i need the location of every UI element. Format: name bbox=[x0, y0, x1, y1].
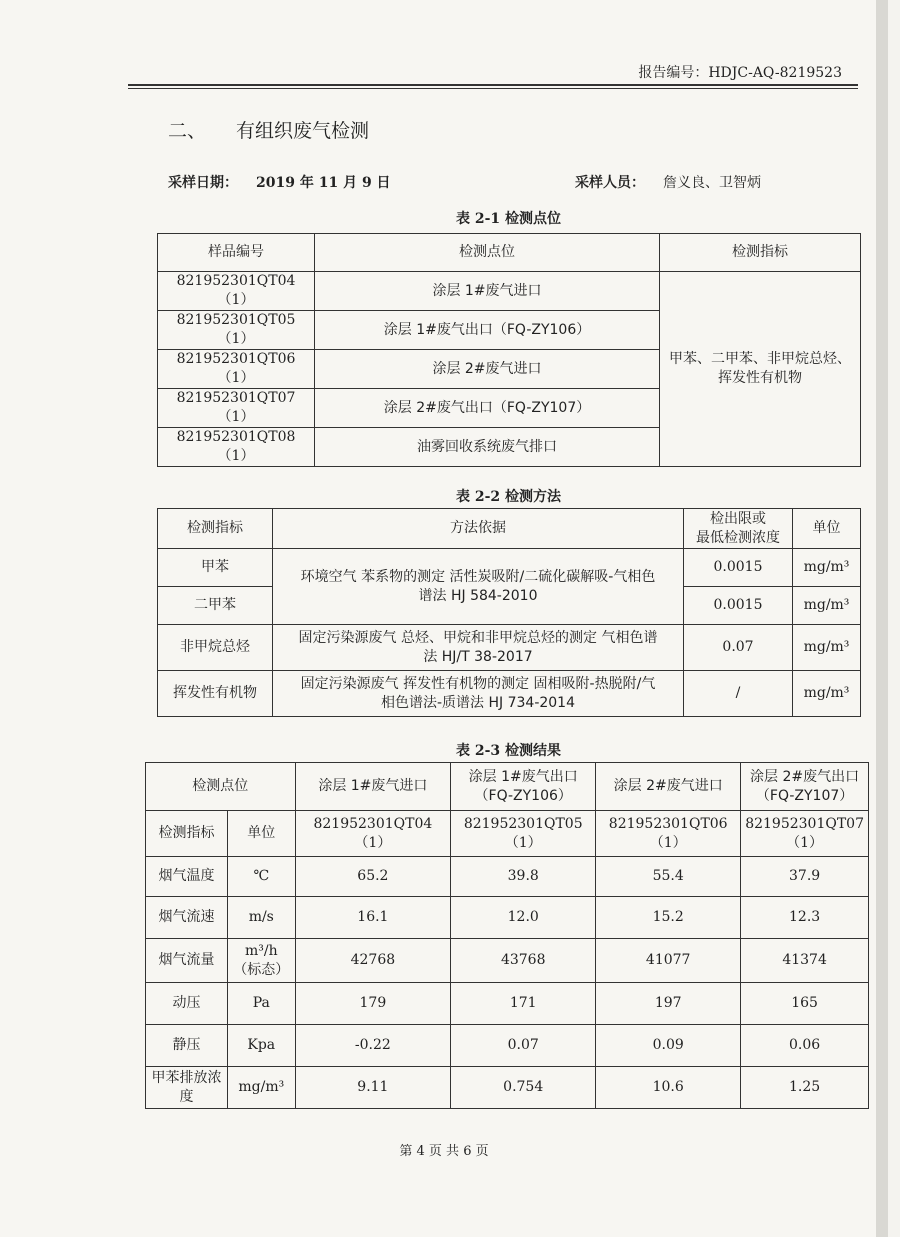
t3-unit-label: 单位 bbox=[228, 811, 296, 857]
t2-unit: mg/m³ bbox=[793, 549, 861, 587]
t2-header-limit-line: 最低检测浓度 bbox=[696, 529, 780, 546]
t1-header-point: 检测点位 bbox=[315, 234, 660, 272]
section-title bbox=[168, 116, 369, 143]
t2-method bbox=[273, 671, 684, 717]
t3-point-line: 涂层 2#废气进口 bbox=[613, 778, 723, 794]
t3-value: 165 bbox=[741, 983, 869, 1025]
t2-indicator: 甲苯 bbox=[158, 549, 273, 587]
table-row bbox=[146, 897, 869, 939]
t3-value: -0.22 bbox=[295, 1025, 451, 1067]
t3-value: 0.754 bbox=[451, 1067, 596, 1109]
t3-value: 41374 bbox=[741, 939, 869, 983]
section-heading: 有组织废气检测 bbox=[236, 120, 370, 142]
sampling-people bbox=[575, 172, 761, 192]
t2-unit: mg/m³ bbox=[793, 625, 861, 671]
t3-id-line: （1） bbox=[786, 834, 824, 851]
t3-point bbox=[741, 763, 869, 811]
t1-sample-point: 涂层 2#废气出口（FQ-ZY107） bbox=[315, 389, 660, 428]
t3-point-label: 检测点位 bbox=[146, 763, 296, 811]
t3-sample-id bbox=[451, 811, 596, 857]
table-methods bbox=[157, 508, 861, 717]
t3-unit-line: m³/h bbox=[244, 942, 278, 959]
table1-caption: 表 2-1 检测点位 bbox=[455, 211, 562, 227]
table-row bbox=[146, 857, 869, 897]
t3-value: 0.06 bbox=[741, 1025, 869, 1067]
t3-unit-line: （标态） bbox=[233, 961, 290, 978]
t3-unit-line: ℃ bbox=[253, 868, 270, 884]
t2-header-unit: 单位 bbox=[793, 509, 861, 549]
t3-point bbox=[596, 763, 741, 811]
t3-point-line: 涂层 1#废气进口 bbox=[318, 778, 428, 794]
people-value: 詹义良、卫智炳 bbox=[663, 175, 761, 191]
t3-value: 39.8 bbox=[451, 857, 596, 897]
t3-unit bbox=[228, 939, 296, 983]
table-row bbox=[146, 983, 869, 1025]
t2-unit: mg/m³ bbox=[793, 587, 861, 625]
t2-header-limit-line: 检出限或 bbox=[710, 510, 766, 527]
date-label: 采样日期： bbox=[168, 175, 238, 191]
t2-indicator: 非甲烷总烃 bbox=[158, 625, 273, 671]
t3-id-line: （1） bbox=[504, 834, 542, 851]
t3-sample-id bbox=[741, 811, 869, 857]
header-rule-thin bbox=[128, 88, 858, 89]
t3-unit bbox=[228, 897, 296, 939]
t2-method-line: 相色谱法-质谱法 HJ 734-2014 bbox=[380, 694, 575, 711]
t1-sample-point: 涂层 1#废气出口（FQ-ZY106） bbox=[315, 311, 660, 350]
t3-point-line: （FQ-ZY106） bbox=[474, 787, 572, 804]
table-sampling-points bbox=[157, 233, 861, 467]
table-row bbox=[146, 939, 869, 983]
t2-indicator: 二甲苯 bbox=[158, 587, 273, 625]
t2-unit: mg/m³ bbox=[793, 671, 861, 717]
t2-header-method: 方法依据 bbox=[273, 509, 684, 549]
t2-header-indicator: 检测指标 bbox=[158, 509, 273, 549]
t1-sample-id: 821952301QT08（1） bbox=[158, 428, 315, 467]
t3-point bbox=[451, 763, 596, 811]
t3-unit bbox=[228, 1067, 296, 1109]
sampling-date bbox=[168, 172, 391, 192]
t3-value: 16.1 bbox=[295, 897, 451, 939]
t2-limit: / bbox=[684, 671, 793, 717]
t3-id-line: 821952301QT07 bbox=[745, 815, 864, 832]
t1-sample-id: 821952301QT05（1） bbox=[158, 311, 315, 350]
t3-value: 43768 bbox=[451, 939, 596, 983]
t3-unit-line: m/s bbox=[248, 909, 274, 925]
date-value: 2019 年 11 月 9 日 bbox=[256, 175, 391, 191]
table2-caption: 表 2-2 检测方法 bbox=[455, 489, 562, 505]
t3-id-line: 821952301QT04 bbox=[313, 815, 433, 832]
t1-sample-point: 涂层 2#废气进口 bbox=[315, 350, 660, 389]
t1-indicator-line: 甲苯、二甲苯、非甲烷总烃、 bbox=[669, 351, 851, 367]
t1-indicators bbox=[660, 272, 861, 467]
t3-point bbox=[295, 763, 451, 811]
t3-point-line: 涂层 2#废气出口 bbox=[750, 768, 860, 785]
t3-id-line: （1） bbox=[649, 834, 687, 851]
t3-indicator: 烟气流速 bbox=[146, 897, 228, 939]
t2-limit: 0.07 bbox=[684, 625, 793, 671]
t3-indicator: 静压 bbox=[146, 1025, 228, 1067]
t2-method-line: 法 HJ/T 38-2017 bbox=[423, 648, 533, 665]
t2-method-line: 环境空气 苯系物的测定 活性炭吸附/二硫化碳解吸-气相色 bbox=[300, 568, 656, 585]
t3-indicator: 甲苯排放浓度 bbox=[146, 1067, 228, 1109]
t3-indicator-label: 检测指标 bbox=[146, 811, 228, 857]
t3-value: 15.2 bbox=[596, 897, 741, 939]
t2-method bbox=[273, 625, 684, 671]
t3-body bbox=[146, 857, 869, 1109]
t3-value: 37.9 bbox=[741, 857, 869, 897]
table-row bbox=[146, 1025, 869, 1067]
t2-indicator: 挥发性有机物 bbox=[158, 671, 273, 717]
report-number: 报告编号：HDJC-AQ-8219523 bbox=[638, 65, 842, 81]
t3-value: 1.25 bbox=[741, 1067, 869, 1109]
t3-indicator: 动压 bbox=[146, 983, 228, 1025]
t3-value: 10.6 bbox=[596, 1067, 741, 1109]
t3-unit bbox=[228, 1025, 296, 1067]
t3-point-line: （FQ-ZY107） bbox=[755, 787, 854, 804]
t1-sample-point: 油雾回收系统废气排口 bbox=[315, 428, 660, 467]
t3-unit-line: mg/m³ bbox=[238, 1079, 285, 1095]
t1-sample-id: 821952301QT04（1） bbox=[158, 272, 315, 311]
t3-value: 12.3 bbox=[741, 897, 869, 939]
t3-id-line: （1） bbox=[354, 834, 392, 851]
table-results bbox=[145, 762, 869, 1109]
t2-method-line: 谱法 HJ 584-2010 bbox=[418, 587, 538, 604]
people-label: 采样人员： bbox=[575, 175, 645, 191]
t3-value: 65.2 bbox=[295, 857, 451, 897]
t3-indicator: 烟气温度 bbox=[146, 857, 228, 897]
t1-indicator-line: 挥发性有机物 bbox=[718, 370, 802, 386]
t1-sample-id: 821952301QT07（1） bbox=[158, 389, 315, 428]
t3-unit-line: Kpa bbox=[247, 1037, 276, 1053]
t2-method-line: 固定污染源废气 总烃、甲烷和非甲烷总烃的测定 气相色谱 bbox=[298, 629, 658, 646]
table3-caption: 表 2-3 检测结果 bbox=[455, 743, 562, 759]
page-edge bbox=[876, 0, 888, 1237]
t3-indicator: 烟气流量 bbox=[146, 939, 228, 983]
header-rule bbox=[128, 84, 858, 86]
t3-value: 41077 bbox=[596, 939, 741, 983]
t3-sample-id bbox=[295, 811, 451, 857]
t3-id-line: 821952301QT06 bbox=[608, 815, 728, 832]
t1-sample-point: 涂层 1#废气进口 bbox=[315, 272, 660, 311]
table-row bbox=[146, 1067, 869, 1109]
t3-sample-id bbox=[596, 811, 741, 857]
t3-value: 0.07 bbox=[451, 1025, 596, 1067]
t2-limit: 0.0015 bbox=[684, 549, 793, 587]
t3-value: 9.11 bbox=[295, 1067, 451, 1109]
t1-sample-id: 821952301QT06（1） bbox=[158, 350, 315, 389]
t3-value: 0.09 bbox=[596, 1025, 741, 1067]
t2-limit: 0.0015 bbox=[684, 587, 793, 625]
t3-value: 197 bbox=[596, 983, 741, 1025]
t3-value: 42768 bbox=[295, 939, 451, 983]
t3-unit bbox=[228, 983, 296, 1025]
t3-value: 179 bbox=[295, 983, 451, 1025]
page-footer: 第 4 页 共 6 页 bbox=[399, 1144, 489, 1159]
t1-header-indicator: 检测指标 bbox=[660, 234, 861, 272]
t2-method-line: 固定污染源废气 挥发性有机物的测定 固相吸附-热脱附/气 bbox=[300, 675, 656, 692]
t3-unit-line: Pa bbox=[252, 995, 270, 1011]
t1-header-id: 样品编号 bbox=[158, 234, 315, 272]
t3-value: 12.0 bbox=[451, 897, 596, 939]
t3-id-line: 821952301QT05 bbox=[463, 815, 583, 832]
t2-header-limit bbox=[684, 509, 793, 549]
t2-method bbox=[273, 549, 684, 625]
t3-unit bbox=[228, 857, 296, 897]
t3-point-line: 涂层 1#废气出口 bbox=[468, 768, 578, 785]
section-number: 二、 bbox=[168, 120, 207, 142]
t3-value: 55.4 bbox=[596, 857, 741, 897]
t3-value: 171 bbox=[451, 983, 596, 1025]
